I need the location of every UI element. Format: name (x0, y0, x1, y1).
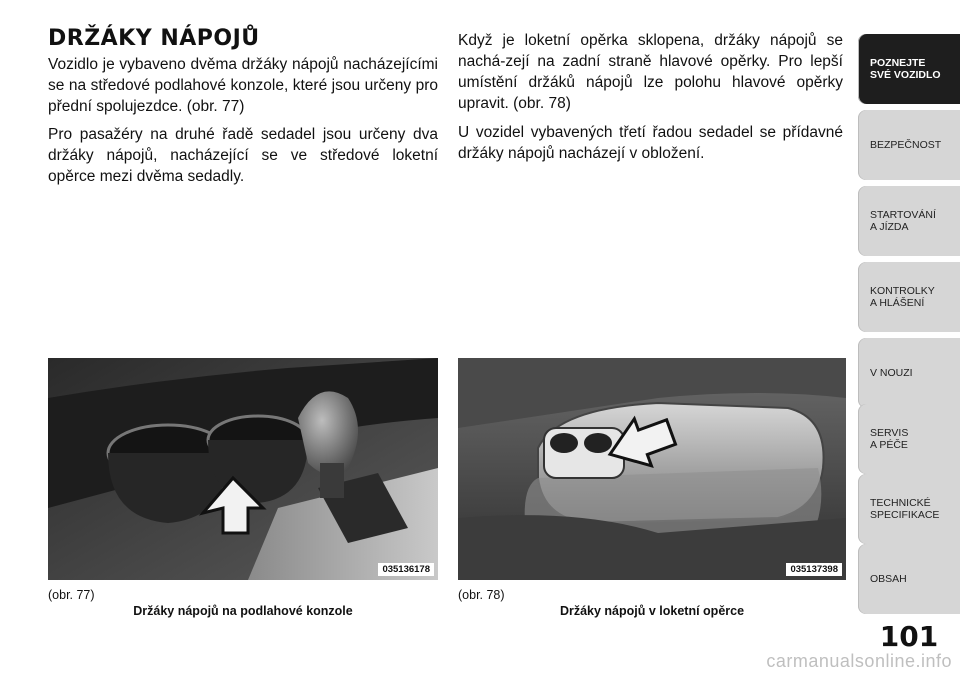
figure-caption: Držáky nápojů v loketní opěrce (559, 604, 745, 618)
paragraph-third-row: U vozidel vybavených třetí řadou sedadel se přídavné držáky nápojů nacházejí v obložení. (458, 124, 843, 162)
chapter-tabs (858, 0, 960, 678)
paragraph-second-row: Pro pasažéry na druhé řadě sedadel jsou určeny dva držáky nápojů, nacházející se ve středové loketní opěrce mezi dvěma sedadly. (48, 126, 438, 185)
page-number: 101 (879, 620, 939, 653)
armrest-photo-illustration (458, 358, 846, 580)
tab-poznejte-sve-vozidlo[interactable]: POZNEJTE SVÉ VOZIDLO (858, 34, 960, 104)
figure-number: (obr. 78) (458, 588, 505, 602)
watermark: carmanualsonline.info (766, 651, 952, 671)
figure-console-cupholders (48, 358, 438, 580)
tab-technicke-specifikace[interactable]: TECHNICKÉ SPECIFIKACE (858, 474, 960, 544)
figure-code: 035137398 (786, 563, 842, 576)
figure-code: 035136178 (378, 563, 434, 576)
figure-number: (obr. 77) (48, 588, 95, 602)
tab-kontrolky-a-hlaseni[interactable]: KONTROLKY A HLÁŠENÍ (858, 262, 960, 332)
tab-startovani-a-jizda[interactable]: STARTOVÁNÍ A JÍZDA (858, 186, 960, 256)
tab-bezpecnost[interactable]: BEZPEČNOST (858, 110, 960, 180)
tab-servis-a-pece[interactable]: SERVIS A PÉČE (858, 404, 960, 474)
tab-obsah[interactable]: OBSAH (858, 544, 960, 614)
console-photo-illustration (48, 358, 438, 580)
paragraph-armrest: Když je loketní opěrka sklopena, držáky nápojů se nachá-zejí na zadní straně hlavové opěrky. Pro lepší umístění držáků nápojů lze polohu hlavové opěrky upravit. (obr. 78) (458, 32, 843, 112)
figure-caption: Držáky nápojů na podlahové konzole (133, 604, 353, 618)
page-title: DRŽÁKY NÁPOJŮ (48, 26, 260, 51)
tab-v-nouzi[interactable]: V NOUZI (858, 338, 960, 408)
paragraph-front-holders: Vozidlo je vybaveno dvěma držáky nápojů nacházejícími se na středové podlahové konzole, které jsou určeny pro přední spolujezdce. (obr. 77) (48, 56, 438, 115)
figure-armrest-cupholders (458, 358, 846, 580)
